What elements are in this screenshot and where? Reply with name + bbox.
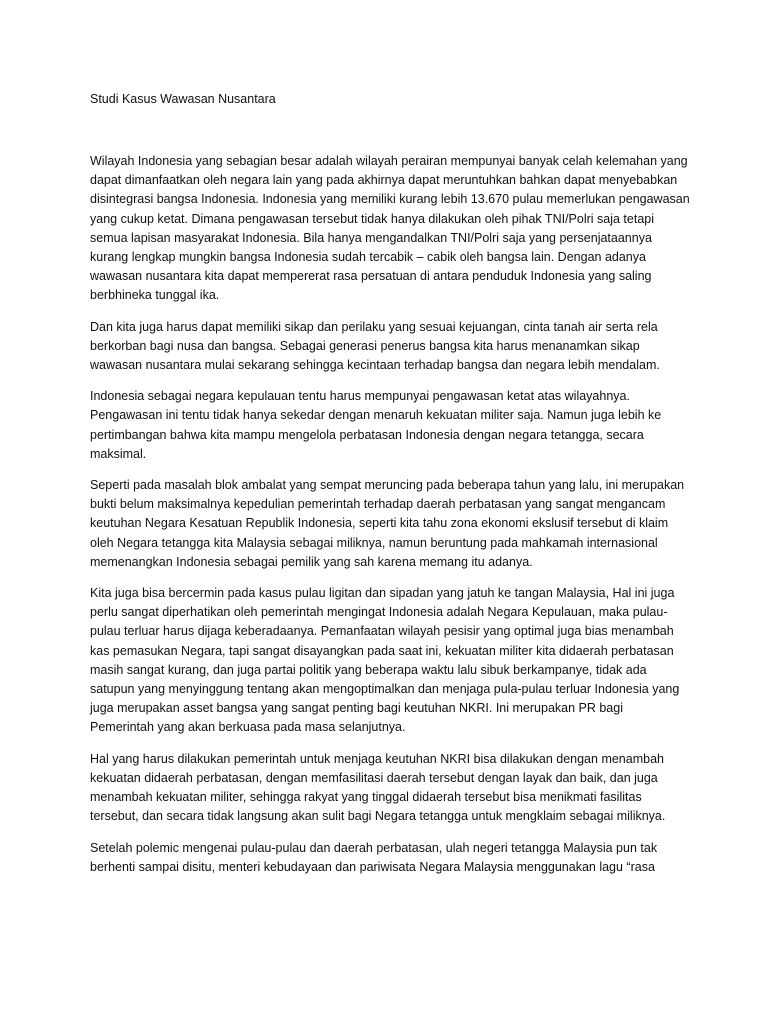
paragraph-3: Indonesia sebagai negara kepulauan tentu harus mempunyai pengawasan ketat atas wilayahnya. Pengawasan ini tentu tidak hanya sekedar dengan menaruh kekuatan militer saja. Namun juga lebih ke pertimbangan bahwa kita mampu mengelola perbatasan Indonesia dengan negara tetangga, secara maksimal. — [90, 389, 662, 461]
paragraph-1: Wilayah Indonesia yang sebagian besar adalah wilayah perairan mempunyai banyak celah kelemahan yang dapat dimanfaatkan oleh negara lain yang pada akhirnya dapat meruntuhkan bahkan dapat menyebabkan disintegrasi bangsa Indonesia. Indonesia yang memiliki kurang lebih 13.670 pulau memerlukan pengawasan yang cukup ketat. Dimana pengawasan tersebut tidak hanya dilakukan oleh pihak TNI/Polri saja tetapi semua lapisan masyarakat Indonesia. Bila hanya mengandalkan TNI/Polri saja yang persenjataannya kurang lengkap mungkin bangsa Indonesia sudah tercabik – cabik oleh bangsa lain. Dengan adanya wawasan nusantara kita dapat mempererat rasa persatuan di antara penduduk Indonesia yang saling berbhineka tunggal ika. — [90, 154, 690, 303]
document-body — [90, 152, 690, 889]
paragraph-6: Hal yang harus dilakukan pemerintah untuk menjaga keutuhan NKRI bisa dilakukan dengan menambah kekuatan didaerah perbatasan, dengan memfasilitasi daerah tersebut dengan layak dan baik, dan juga menambah kekuatan militer, sehingga rakyat yang tinggal didaerah tersebut bisa menikmati fasilitas tersebut, dan secara tidak langsung akan sulit bagi Negara tetangga untuk mengklaim sebagai miliknya. — [90, 751, 666, 824]
paragraph-7: Setelah polemic mengenai pulau-pulau dan daerah perbatasan, ulah negeri tetangga Malaysia pun tak berhenti sampai disitu, menteri kebudayaan dan pariwisata Negara Malaysia menggunakan lagu “rasa — [90, 840, 658, 874]
paragraph-5: Kita juga bisa bercermin pada kasus pulau ligitan dan sipadan yang jatuh ke tangan Malaysia, Hal ini juga perlu sangat diperhatikan oleh pemerintah mengingat Indonesia adalah Negara Kepulauan, maka pulau-pulau terluar harus dijaga keberadaanya. Pemanfaatan wilayah pesisir yang optimal juga bias menambah kas pemasukan Negara, tapi sangat disayangkan pada saat ini, kekuatan militer kita didaerah perbatasan masih sangat kurang, dan juga partai politik yang beberapa waktu lalu sibuk berkampanye, tidak ada satupun yang menyinggung tentang akan mengoptimalkan dan menjaga pula-pulau terluar Indonesia yang juga merupakan asset bangsa yang sangat penting bagi keutuhan NKRI. Ini merupakan PR bagi Pemerintah yang akan berkuasa pada masa selanjutnya. — [90, 586, 680, 735]
paragraph-2: Dan kita juga harus dapat memiliki sikap dan perilaku yang sesuai kejuangan, cinta tanah air serta rela berkorban bagi nusa dan bangsa. Sebagai generasi penerus bangsa kita harus menanamkan sikap wawasan nusantara mulai sekarang sehingga kecintaan terhadap bangsa dan negara lebih mendalam. — [90, 319, 660, 373]
document-title: Studi Kasus Wawasan Nusantara — [90, 92, 276, 106]
paragraph-4: Seperti pada masalah blok ambalat yang sempat meruncing pada beberapa tahun yang lalu, ini merupakan bukti belum maksimalnya kepedulian pemerintah terhadap daerah perbatasan yang sangat mengancam keutuhan Negara Kesatuan Republik Indonesia, seperti kita tahu zona ekonomi ekslusif tersebut di klaim oleh Negara tetangga kita Malaysia sebagai miliknya, namun beruntung pada mahkamah internasional memenangkan Indonesia sebagai pemilik yang sah karena memang itu adanya. — [90, 478, 685, 569]
